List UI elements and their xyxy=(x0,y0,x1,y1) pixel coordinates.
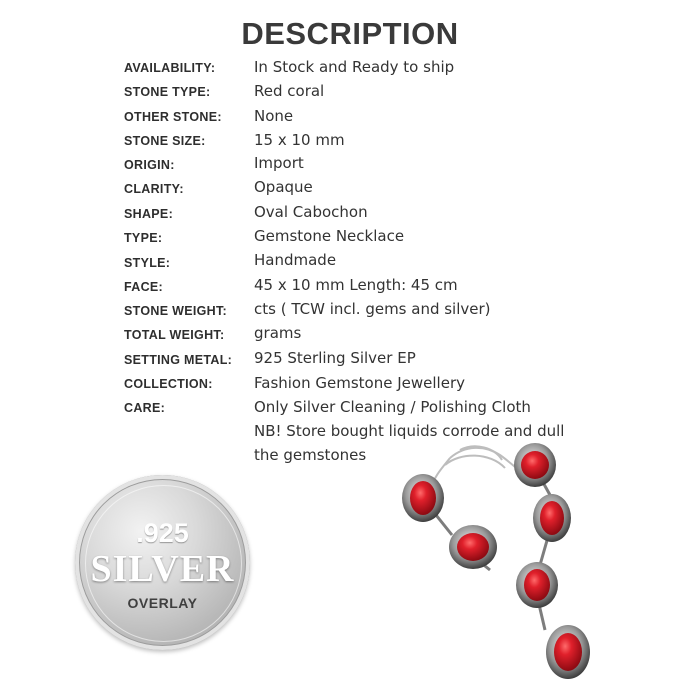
spec-label-stone-type: STONE TYPE: xyxy=(124,85,211,99)
spec-label-availability: AVAILABILITY: xyxy=(124,61,216,75)
spec-value-total-weight: grams xyxy=(254,324,302,342)
stone-5 xyxy=(516,562,558,608)
spec-label-face: FACE: xyxy=(124,280,163,294)
spec-value-stone-weight: cts ( TCW incl. gems and silver) xyxy=(254,300,491,318)
spec-value-origin: Import xyxy=(254,154,304,172)
necklace-product-image xyxy=(390,440,590,700)
spec-label-setting-metal: SETTING METAL: xyxy=(124,353,233,367)
spec-value-care: Only Silver Cleaning / Polishing Cloth xyxy=(254,398,531,416)
care-note-line-1: NB! Store bought liquids corrode and dull xyxy=(254,422,565,440)
spec-value-clarity: Opaque xyxy=(254,178,313,196)
spec-value-face: 45 x 10 mm Length: 45 cm xyxy=(254,276,458,294)
spec-label-type: TYPE: xyxy=(124,231,163,245)
spec-value-style: Handmade xyxy=(254,251,337,269)
stone-6 xyxy=(546,625,590,679)
spec-value-other-stone: None xyxy=(254,107,294,125)
silver-overlay-seal xyxy=(75,475,250,650)
spec-value-availability: In Stock and Ready to ship xyxy=(254,58,455,76)
spec-label-stone-weight: STONE WEIGHT: xyxy=(124,304,227,318)
spec-label-clarity: CLARITY: xyxy=(124,182,184,196)
stone-4 xyxy=(449,525,497,569)
seal-subtext: OVERLAY xyxy=(127,595,198,611)
spec-label-care: CARE: xyxy=(124,401,166,415)
spec-value-shape: Oval Cabochon xyxy=(254,203,368,221)
spec-label-stone-size: STONE SIZE: xyxy=(124,134,206,148)
seal-number: .925 xyxy=(136,518,189,548)
spec-value-collection: Fashion Gemstone Jewellery xyxy=(254,374,465,392)
stone-3 xyxy=(533,494,571,542)
spec-value-stone-type: Red coral xyxy=(254,82,325,100)
spec-label-shape: SHAPE: xyxy=(124,207,174,221)
spec-label-origin: ORIGIN: xyxy=(124,158,175,172)
stone-1 xyxy=(402,474,444,522)
spec-label-total-weight: TOTAL WEIGHT: xyxy=(124,328,225,342)
spec-value-type: Gemstone Necklace xyxy=(254,227,405,245)
page-title: DESCRIPTION xyxy=(241,16,459,51)
care-note-line-2: the gemstones xyxy=(254,446,367,464)
spec-label-other-stone: OTHER STONE: xyxy=(124,110,222,124)
seal-word: SILVER xyxy=(90,548,235,590)
spec-label-collection: COLLECTION: xyxy=(124,377,213,391)
stone-2 xyxy=(514,443,556,487)
spec-label-style: STYLE: xyxy=(124,256,171,270)
spec-value-stone-size: 15 x 10 mm xyxy=(254,131,345,149)
spec-value-setting-metal: 925 Sterling Silver EP xyxy=(254,349,416,367)
